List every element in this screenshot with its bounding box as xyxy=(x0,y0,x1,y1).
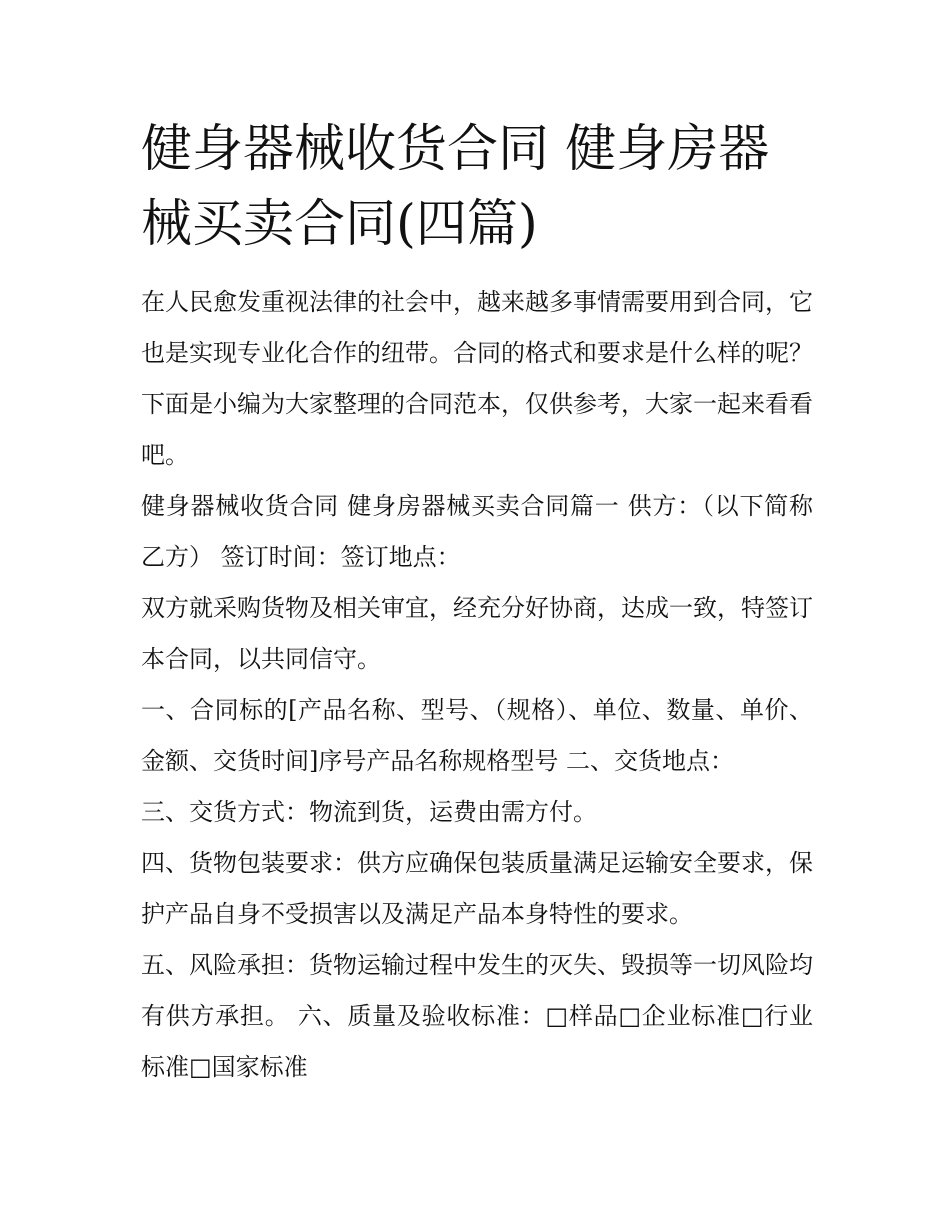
document-page xyxy=(141,112,813,1093)
paragraph-intro: 在人民愈发重视法律的社会中，越来越多事情需要用到合同，它也是实现专业化合作的纽带。合同的格式和要求是什么样的呢？下面是小编为大家整理的合同范本，仅供参考，大家一起来看看吧。 xyxy=(141,288,813,469)
document-title: 健身器械收货合同 健身房器械买卖合同(四篇) xyxy=(141,120,770,254)
paragraph-clause-3: 三、交货方式：物流到货，运费由需方付。 xyxy=(141,798,597,826)
paragraph-agreement: 双方就采购货物及相关审宜，经充分好协商，达成一致，特签订本合同，以共同信守。 xyxy=(141,594,813,673)
paragraph-clause-4: 四、货物包装要求：供方应确保包装质量满足运输安全要求，保护产品自身不受损害以及满足产品本身特性的要求。 xyxy=(141,849,813,928)
paragraph-clause-5: 五、风险承担：货物运输过程中发生的灭失、毁损等一切风险均有供方承担。 六、质量及验收标准：□样品□企业标准□行业标准□国家标准 xyxy=(141,951,813,1081)
paragraph-clause-1: 一、合同标的[产品名称、型号、（规格）、单位、数量、单价、金额、交货时间]序号产品名称规格型号 二、交货地点： xyxy=(141,696,813,775)
paragraph-parties: 健身器械收货合同 健身房器械买卖合同篇一 供方：（以下简称乙方） 签订时间：签订地点： xyxy=(141,492,813,571)
